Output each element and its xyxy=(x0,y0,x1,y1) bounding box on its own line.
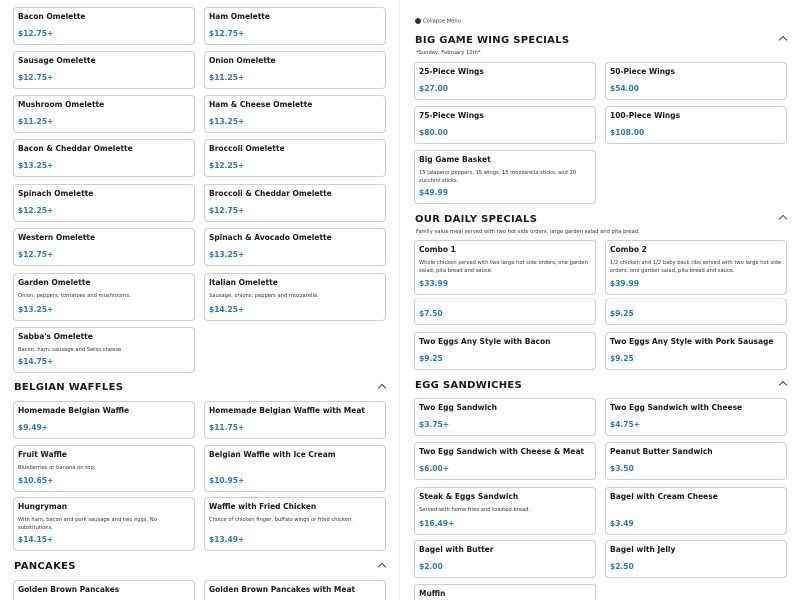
menu-item-card[interactable] xyxy=(204,139,386,177)
item-name: Big Game Basket xyxy=(419,155,491,164)
item-name: Two Egg Sandwich xyxy=(419,403,497,412)
item-price: $12.75+ xyxy=(209,206,245,215)
item-name: Bagel with Jelly xyxy=(610,545,676,554)
item-price: $16.49+ xyxy=(419,519,455,528)
item-name: 100-Piece Wings xyxy=(610,111,681,120)
item-description: 15 jalapeno peppers, 15 wings, 15 mozzarella sticks, and 20 zucchini sticks. xyxy=(419,170,577,184)
item-name: Golden Brown Pancakes xyxy=(18,585,120,594)
item-price: $10.65+ xyxy=(18,476,54,485)
item-price: $11.25+ xyxy=(18,117,54,126)
item-name: Homemade Belgian Waffle xyxy=(18,406,130,415)
menu-item-card[interactable] xyxy=(605,398,787,436)
item-price: $10.95+ xyxy=(209,476,245,485)
menu-item-card[interactable] xyxy=(204,401,386,439)
item-name: Golden Brown Pancakes with Meat xyxy=(209,585,356,594)
section-title-belgian-waffles: BELGIAN WAFFLES xyxy=(14,382,124,393)
item-price: $3.49 xyxy=(610,519,634,528)
menu-item-card[interactable] xyxy=(204,51,386,89)
menu-item-card[interactable] xyxy=(13,228,195,266)
item-price: $12.75+ xyxy=(18,73,54,82)
item-price: $49.99 xyxy=(419,188,448,197)
menu-item-card[interactable] xyxy=(13,51,195,89)
menu-item-card[interactable] xyxy=(605,298,787,325)
item-price: $27.00 xyxy=(419,84,448,93)
menu-item-card[interactable] xyxy=(414,332,596,370)
item-price: $9.25 xyxy=(610,309,634,318)
item-price: $4.75+ xyxy=(610,420,641,429)
item-name: Sausage Omelette xyxy=(18,56,96,65)
menu-item-card[interactable] xyxy=(13,139,195,177)
section-title-daily-specials: OUR DAILY SPECIALS xyxy=(415,214,538,225)
item-name: Two Eggs Any Style with Pork Sausage xyxy=(610,337,774,346)
menu-item-card[interactable] xyxy=(605,540,787,578)
item-name: Two Egg Sandwich with Cheese xyxy=(610,403,743,412)
item-price: $108.00 xyxy=(610,128,645,137)
section-subtitle: Family value meal served with two hot side orders, large garden salad and pita bread. xyxy=(416,229,640,235)
item-price: $12.75+ xyxy=(209,29,245,38)
item-name: Combo 2 xyxy=(610,245,647,254)
menu-item-card[interactable] xyxy=(204,95,386,133)
item-name: Hungryman xyxy=(18,502,68,511)
item-price: $3.50 xyxy=(610,464,634,473)
section-subtitle: *Sunday, February 12th* xyxy=(416,50,481,56)
menu-item-card[interactable] xyxy=(414,540,596,578)
item-name: Fruit Waffle xyxy=(18,450,67,459)
menu-item-card[interactable] xyxy=(13,445,195,492)
menu-item-card[interactable] xyxy=(13,580,195,600)
item-name: Two Egg Sandwich with Cheese & Meat xyxy=(419,447,585,456)
item-price: $11.25+ xyxy=(209,73,245,82)
item-name: Broccoli Omelette xyxy=(209,144,285,153)
item-name: Ham Omelette xyxy=(209,12,270,21)
item-name: Spinach Omelette xyxy=(18,189,94,198)
menu-item-card[interactable] xyxy=(204,7,386,45)
menu-item-card[interactable] xyxy=(13,273,195,321)
item-price: $14.75+ xyxy=(18,357,54,366)
item-name: Waffle with Fried Chicken xyxy=(209,502,317,511)
chevron-up-icon[interactable] xyxy=(779,215,787,223)
item-price: $13.25+ xyxy=(18,305,54,314)
menu-item-card[interactable] xyxy=(605,62,787,100)
item-price: $12.75+ xyxy=(18,29,54,38)
item-price: $12.25+ xyxy=(18,206,54,215)
item-name: Homemade Belgian Waffle with Meat xyxy=(209,406,365,415)
collapse-icon xyxy=(415,18,421,24)
item-price: $9.49+ xyxy=(18,423,49,432)
item-price: $13.25+ xyxy=(209,250,245,259)
item-description: Served with home fries and toasted bread. xyxy=(419,507,531,513)
item-name: 75-Piece Wings xyxy=(419,111,484,120)
section-title-pancakes: PANCAKES xyxy=(14,561,76,572)
menu-item-card[interactable] xyxy=(204,228,386,266)
menu-item-card[interactable] xyxy=(204,273,386,321)
item-name: Ham & Cheese Omelette xyxy=(209,100,313,109)
item-name: Sabba's Omelette xyxy=(18,332,93,341)
item-price: $12.25+ xyxy=(209,161,245,170)
menu-item-card[interactable] xyxy=(13,184,195,222)
item-description: Blueberries or banana on top. xyxy=(18,465,96,471)
item-name: Western Omelette xyxy=(18,233,96,242)
chevron-up-icon[interactable] xyxy=(378,384,386,392)
item-price: $11.75+ xyxy=(209,423,245,432)
item-description: Choice of chicken finger, buffalo wings or fried chicken. xyxy=(209,517,353,523)
item-name: Combo 1 xyxy=(419,245,456,254)
menu-item-card[interactable] xyxy=(414,62,596,100)
item-price: $54.00 xyxy=(610,84,639,93)
menu-item-card[interactable] xyxy=(414,487,596,535)
menu-item-card[interactable] xyxy=(13,95,195,133)
item-description: Whole chicken served with two large hot side orders, one garden salad, pita bread and sauce. xyxy=(419,260,588,274)
menu-item-card[interactable] xyxy=(414,106,596,144)
menu-item-card[interactable] xyxy=(605,240,787,295)
item-price: $39.99 xyxy=(610,279,639,288)
item-price: $33.99 xyxy=(419,279,448,288)
item-price: $14.25+ xyxy=(209,305,245,314)
item-name: Two Eggs Any Style with Bacon xyxy=(419,337,551,346)
item-price: $7.50 xyxy=(419,309,443,318)
item-name: Steak & Eggs Sandwich xyxy=(419,492,519,501)
item-name: Broccoli & Cheddar Omelette xyxy=(209,189,332,198)
item-price: $80.00 xyxy=(419,128,448,137)
menu-item-card[interactable] xyxy=(414,240,596,295)
collapse-menu-label: Collapse Menu xyxy=(423,18,461,25)
item-price: $13.25+ xyxy=(209,117,245,126)
menu-item-card[interactable] xyxy=(414,398,596,436)
item-name: Peanut Butter Sandwich xyxy=(610,447,713,456)
menu-item-card[interactable] xyxy=(13,7,195,45)
menu-item-card[interactable] xyxy=(605,487,787,535)
item-price: $9.25 xyxy=(610,354,634,363)
menu-item-card[interactable] xyxy=(414,298,596,325)
item-price: $14.15+ xyxy=(18,535,54,544)
item-price: $2.50 xyxy=(610,562,634,571)
menu-item-card[interactable] xyxy=(204,184,386,222)
section-title-egg-sandwiches: EGG SANDWICHES xyxy=(415,380,523,391)
item-name: Garden Omelette xyxy=(18,278,91,287)
menu-item-card[interactable] xyxy=(414,442,596,480)
item-name: Bacon & Cheddar Omelette xyxy=(18,144,133,153)
item-price: $2.00 xyxy=(419,562,443,571)
item-price: $3.75+ xyxy=(419,420,450,429)
section-title-wing-specials: BIG GAME WING SPECIALS xyxy=(415,35,570,46)
item-price: $6.00+ xyxy=(419,464,450,473)
item-price: $12.75+ xyxy=(18,250,54,259)
menu-item-card[interactable] xyxy=(605,106,787,144)
item-name: Spinach & Avocado Omelette xyxy=(209,233,332,242)
item-name: Muffin xyxy=(419,589,446,598)
menu-item-card[interactable] xyxy=(13,327,195,373)
chevron-up-icon[interactable] xyxy=(779,381,787,389)
item-name: Mushroom Omelette xyxy=(18,100,105,109)
menu-item-card[interactable] xyxy=(605,332,787,370)
item-name: Bagel with Butter xyxy=(419,545,494,554)
item-description: Onion, peppers, tomatoes and mushrooms. xyxy=(18,293,131,299)
item-price: $9.25 xyxy=(419,354,443,363)
menu-item-card[interactable] xyxy=(13,497,195,551)
item-description: 1/2 chicken and 1/2 baby back ribs served with two large hot side orders, one garden salad, pita bread and sauce. xyxy=(610,260,782,274)
menu-item-card[interactable] xyxy=(13,401,195,439)
item-description: With ham, bacon and pork sausage and two eggs. No substitutions. xyxy=(18,517,157,531)
collapse-menu-button[interactable] xyxy=(415,18,461,25)
menu-item-card[interactable] xyxy=(204,445,386,492)
item-name: 25-Piece Wings xyxy=(419,67,484,76)
item-name: Bacon Omelette xyxy=(18,12,86,21)
item-description: Bacon, ham, sausage and Swiss cheese. xyxy=(18,347,123,353)
item-name: Onion Omelette xyxy=(209,56,276,65)
item-name: Italian Omelette xyxy=(209,278,278,287)
menu-item-card[interactable] xyxy=(204,580,386,600)
item-price: $13.49+ xyxy=(209,535,245,544)
menu-item-card[interactable] xyxy=(204,497,386,551)
item-description: Sausage, onions, peppers and mozzarella. xyxy=(209,293,319,299)
item-price: $13.25+ xyxy=(18,161,54,170)
item-name: Belgian Waffle with Ice Cream xyxy=(209,450,336,459)
chevron-up-icon[interactable] xyxy=(779,36,787,44)
menu-item-card[interactable] xyxy=(414,150,596,204)
menu-item-card[interactable] xyxy=(414,584,596,600)
item-name: Bagel with Cream Cheese xyxy=(610,492,718,501)
item-name: 50-Piece Wings xyxy=(610,67,675,76)
menu-item-card[interactable] xyxy=(605,442,787,480)
chevron-up-icon[interactable] xyxy=(378,563,386,571)
